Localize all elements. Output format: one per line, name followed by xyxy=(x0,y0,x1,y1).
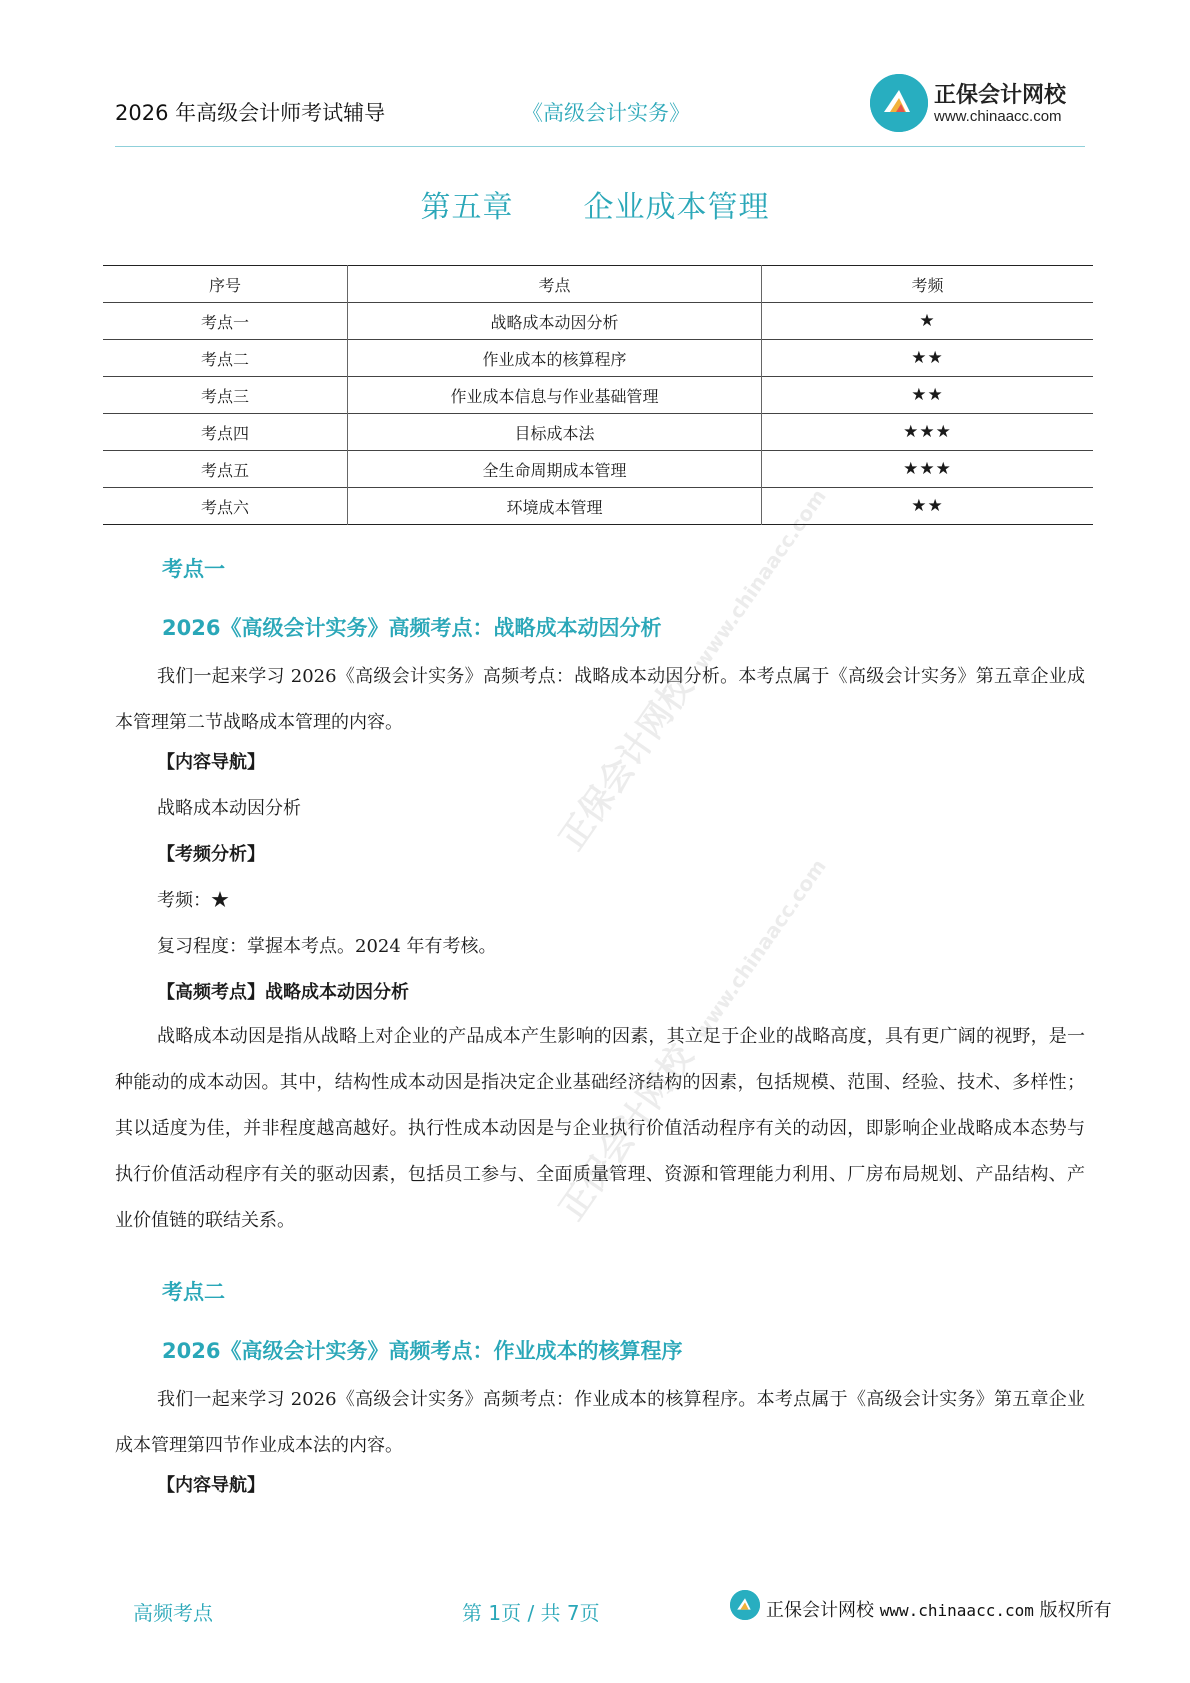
section-label: 考点二 xyxy=(162,1280,225,1304)
logo-url: www.chinaacc.com xyxy=(934,108,1062,125)
table-cell-frequency: ★ xyxy=(919,311,936,331)
table-row xyxy=(103,377,1093,414)
table-cell-frequency: ★★ xyxy=(911,496,944,516)
table-header-cell: 序号 xyxy=(103,266,348,303)
header-divider xyxy=(115,146,1085,147)
table-cell-topic: 全生命周期成本管理 xyxy=(348,451,762,488)
table-cell-topic: 环境成本管理 xyxy=(348,488,762,525)
table-cell-index: 考点一 xyxy=(103,303,348,340)
watermark-url: www.chinaacc.com xyxy=(688,854,831,1044)
watermark-name: 正保会计网校 xyxy=(551,667,702,858)
footer-url[interactable]: www.chinaacc.com xyxy=(879,1601,1034,1620)
key-point-title: 战略成本动因分析 xyxy=(265,982,409,1003)
content-nav-text: 战略成本动因分析 xyxy=(157,798,301,819)
chapter-number: 第五章 xyxy=(420,190,514,225)
table-header-row xyxy=(103,266,1093,303)
table-row xyxy=(103,451,1093,488)
table-cell-index: 考点三 xyxy=(103,377,348,414)
key-points-table xyxy=(103,265,1093,525)
table-row xyxy=(103,488,1093,525)
header-course-title: 2026 年高级会计师考试辅导 xyxy=(115,101,386,125)
table-cell-index: 考点四 xyxy=(103,414,348,451)
table-cell-topic: 目标成本法 xyxy=(348,414,762,451)
section-intro: 我们一起来学习 2026《高级会计实务》高频考点：作业成本的核算程序。本考点属于《高级会计实务》第五章企业成本管理第四节作业成本法的内容。 xyxy=(115,1389,1085,1456)
book-logo-icon xyxy=(730,1590,760,1620)
page-number: 第 1页 / 共 7页 xyxy=(462,1601,600,1625)
section-intro: 我们一起来学习 2026《高级会计实务》高频考点：战略成本动因分析。本考点属于《高级会计实务》第五章企业成本管理第二节战略成本管理的内容。 xyxy=(115,666,1085,733)
review-level-line: 复习程度：掌握本考点。2024 年有考核。 xyxy=(157,936,497,957)
footer-brand-text xyxy=(766,1596,1112,1622)
footer-brand-name: 正保会计网校 xyxy=(766,1600,874,1621)
key-point-label: 【高频考点】 xyxy=(157,982,265,1003)
header-book-title: 《高级会计实务》 xyxy=(522,101,690,125)
table-cell-index: 考点六 xyxy=(103,488,348,525)
frequency-line: 考频：★ xyxy=(157,890,229,911)
key-point-body: 战略成本动因是指从战略上对企业的产品成本产生影响的因素，其立足于企业的战略高度，具有更广阔的视野，是一种能动的成本动因。其中，结构性成本动因是指决定企业基础经济结构的因素，包括规模、范围、经验、技术、多样性；其以适度为佳，并非程度越高越好。执行性成本动因是与企业执行价值活动程序有关的动因，即影响企业战略成本态势与执行价值活动程序有关的驱动因素，包括员工参与、全面质量管理、资源和管理能力利用、厂房布局规划、产品结构、产业价值链的联结关系。 xyxy=(115,1026,1085,1231)
chapter-title xyxy=(0,182,1190,226)
logo-name: 正保会计网校 xyxy=(934,83,1067,108)
table-cell-frequency: ★★ xyxy=(911,385,944,405)
content-nav-label: 【内容导航】 xyxy=(157,1475,265,1496)
footer-rights: 版权所有 xyxy=(1039,1600,1112,1621)
book-logo-icon xyxy=(870,74,928,132)
table-row xyxy=(103,340,1093,377)
table-cell-frequency: ★★★ xyxy=(903,459,952,479)
content-nav-label: 【内容导航】 xyxy=(157,752,265,773)
table-cell-frequency: ★★★ xyxy=(903,422,952,442)
watermark-name: 正保会计网校 xyxy=(551,1037,702,1228)
table-cell-index: 考点五 xyxy=(103,451,348,488)
section-title: 2026《高级会计实务》高频考点：战略成本动因分析 xyxy=(162,616,662,640)
footer-section-name: 高频考点 xyxy=(133,1601,213,1625)
table-cell-frequency: ★★ xyxy=(911,348,944,368)
table-cell-topic: 作业成本的核算程序 xyxy=(348,340,762,377)
table-cell-index: 考点二 xyxy=(103,340,348,377)
table-header-cell: 考频 xyxy=(911,275,944,295)
chapter-name: 企业成本管理 xyxy=(583,190,770,225)
frequency-analysis-label: 【考频分析】 xyxy=(157,844,265,865)
table-header-cell: 考点 xyxy=(348,266,762,303)
site-logo[interactable] xyxy=(870,74,1085,134)
table-cell-topic: 战略成本动因分析 xyxy=(348,303,762,340)
table-cell-topic: 作业成本信息与作业基础管理 xyxy=(348,377,762,414)
key-point-heading xyxy=(157,978,409,1004)
table-row xyxy=(103,414,1093,451)
table-row xyxy=(103,303,1093,340)
section-title: 2026《高级会计实务》高频考点：作业成本的核算程序 xyxy=(162,1339,683,1363)
watermark-url: www.chinaacc.com xyxy=(688,484,831,674)
section-label: 考点一 xyxy=(162,557,225,581)
